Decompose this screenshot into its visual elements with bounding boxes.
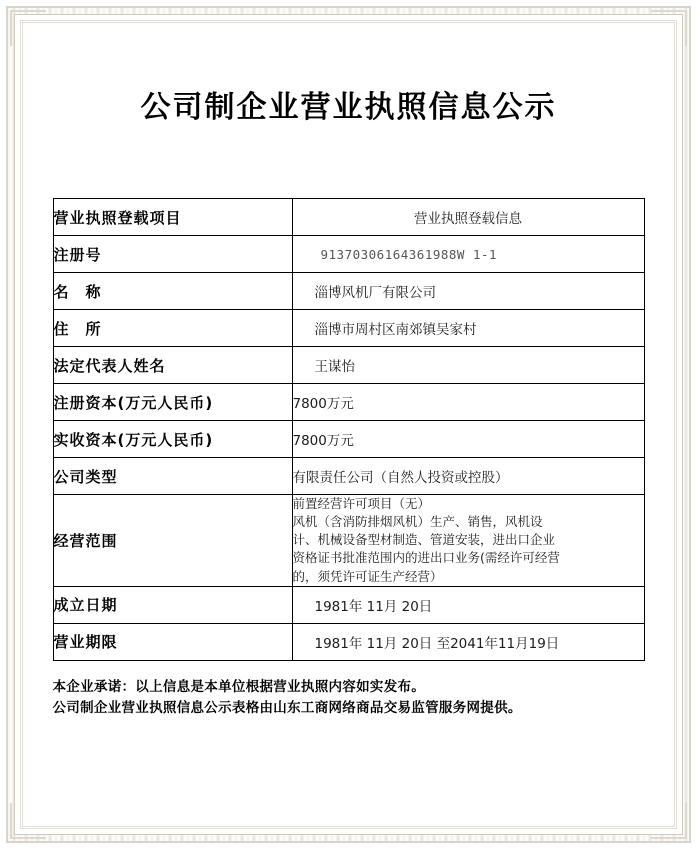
business-scope-row bbox=[53, 495, 644, 587]
table-row bbox=[53, 623, 644, 660]
row-value: 淄博风机厂有限公司 bbox=[292, 273, 644, 310]
page-title: 公司制企业营业执照信息公示 bbox=[140, 90, 557, 125]
footer-notes bbox=[53, 677, 645, 719]
table-row bbox=[53, 421, 644, 458]
table-row bbox=[53, 236, 644, 273]
row-label: 成立日期 bbox=[53, 586, 292, 623]
table-header-row bbox=[53, 199, 644, 236]
table-row bbox=[53, 458, 644, 495]
row-value: 1981年 11月 20日 至2041年11月19日 bbox=[292, 623, 644, 660]
row-label: 实收资本(万元人民币) bbox=[53, 421, 292, 458]
note-line-1: 本企业承诺：以上信息是本单位根据营业执照内容如实发布。 bbox=[52, 678, 426, 695]
row-label: 法定代表人姓名 bbox=[53, 347, 292, 384]
row-value: 有限责任公司（自然人投资或控股） bbox=[292, 458, 644, 495]
license-info-table bbox=[53, 198, 645, 661]
row-label: 名 称 bbox=[53, 273, 292, 310]
scope-line: 风机（含消防排烟风机）生产、销售，风机设 bbox=[292, 514, 543, 530]
business-scope-label: 经营范围 bbox=[53, 495, 292, 587]
scope-line: 资格证书批准范围内的进出口业务(需经许可经营 bbox=[292, 550, 560, 566]
row-value: 王谋怡 bbox=[292, 347, 644, 384]
row-label: 注册资本(万元人民币) bbox=[53, 384, 292, 421]
row-label: 住 所 bbox=[53, 310, 292, 347]
row-value: 7800万元 bbox=[292, 421, 644, 458]
business-scope-value bbox=[292, 495, 644, 587]
table-row bbox=[53, 347, 644, 384]
scope-line: 计、机械设备型材制造、管道安装，进出口企业 bbox=[292, 532, 556, 548]
table-row bbox=[53, 586, 644, 623]
header-label-cell: 营业执照登载项目 bbox=[53, 199, 292, 236]
row-label: 注册号 bbox=[53, 236, 292, 273]
row-value: 淄博市周村区南郊镇吴家村 bbox=[292, 310, 644, 347]
row-value: 7800万元 bbox=[292, 384, 644, 421]
row-value: 1981年 11月 20日 bbox=[292, 586, 644, 623]
note-line-2: 公司制企业营业执照信息公示表格由山东工商网络商品交易监管服务网提供。 bbox=[52, 699, 522, 716]
row-label: 公司类型 bbox=[53, 458, 292, 495]
header-value-cell: 营业执照登载信息 bbox=[292, 199, 644, 236]
table-row bbox=[53, 310, 644, 347]
table-row bbox=[53, 273, 644, 310]
row-label: 营业期限 bbox=[53, 623, 292, 660]
scope-line: 的，须凭许可证生产经营） bbox=[292, 568, 443, 584]
table-row bbox=[53, 384, 644, 421]
document-content bbox=[40, 40, 657, 809]
row-value: 91370306164361988W 1-1 bbox=[292, 236, 644, 273]
scope-line: 前置经营许可项目（无） bbox=[292, 496, 431, 511]
